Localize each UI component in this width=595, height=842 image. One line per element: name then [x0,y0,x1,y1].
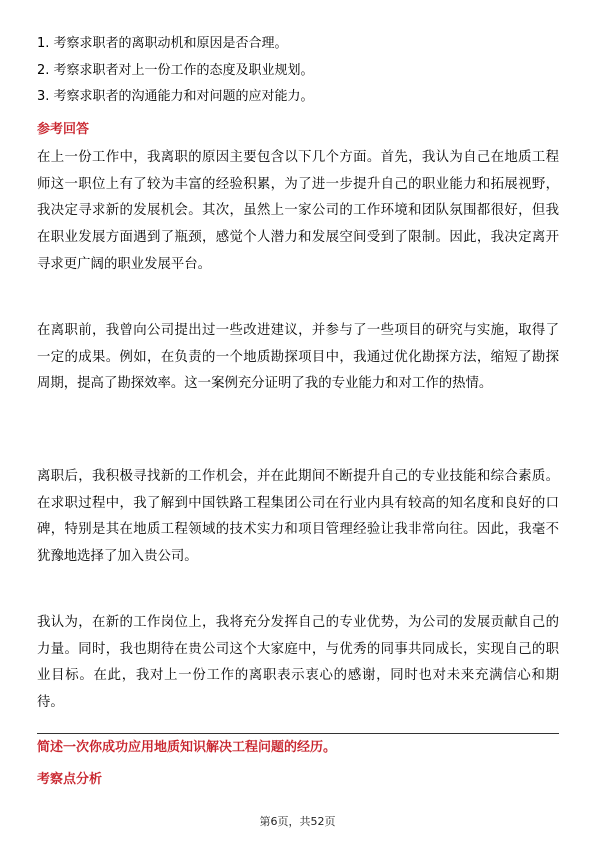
list-item: 2. 考察求职者对上一份工作的态度及职业规划。 [37,62,314,78]
page-footer: 第6页，共52页 [259,815,336,828]
list-item: 3. 考察求职者的沟通能力和对问题的应对能力。 [37,89,314,104]
answer-paragraph-3: 离职后，我积极寻找新的工作机会，并在此期间不断提升自己的专业技能和综合素质。在求职过程中，我了解到中国铁路工程集团公司在行业内具有较高的知名度和良好的口碑，特别是其在地质工程领域的技术实力和项目管理经验让我非常向往。因此，我毫不犹豫地选择了加入贵公司。 [37,469,559,565]
section-divider [37,733,559,734]
next-question-heading: 简述一次你成功应用地质知识解决工程问题的经历。 [37,740,337,755]
answer-heading: 参考回答 [37,122,90,137]
list-item: 1. 考察求职者的离职动机和原因是否合理。 [37,36,288,51]
answer-paragraph-2: 在离职前，我曾向公司提出过一些改进建议，并参与了一些项目的研究与实施，取得了一定的成果。例如，在负责的一个地质勘探项目中，我通过优化勘探方法，缩短了勘探周期，提高了勘探效率。这一案例充分证明了我的专业能力和对工作的热情。 [37,323,559,392]
evaluation-points-list [37,31,567,111]
analysis-heading: 考察点分析 [37,772,103,787]
answer-paragraph-4: 我认为，在新的工作岗位上，我将充分发挥自己的专业优势，为公司的发展贡献自己的力量。同时，我也期待在贵公司这个大家庭中，与优秀的同事共同成长，实现自己的职业目标。在此，我对上一份工作的离职表示衷心的感谢，同时也对未来充满信心和期待。 [37,615,559,711]
answer-paragraph-1: 在上一份工作中，我离职的原因主要包含以下几个方面。首先，我认为自己在地质工程师这一职位上有了较为丰富的经验积累，为了进一步提升自己的职业能力和拓展视野，我决定寻求新的发展机会。其次，虽然上一家公司的工作环境和团队氛围都很好，但我在职业发展方面遇到了瓶颈，感觉个人潜力和发展空间受到了限制。因此，我决定离开寻求更广阔的职业发展平台。 [37,150,559,272]
